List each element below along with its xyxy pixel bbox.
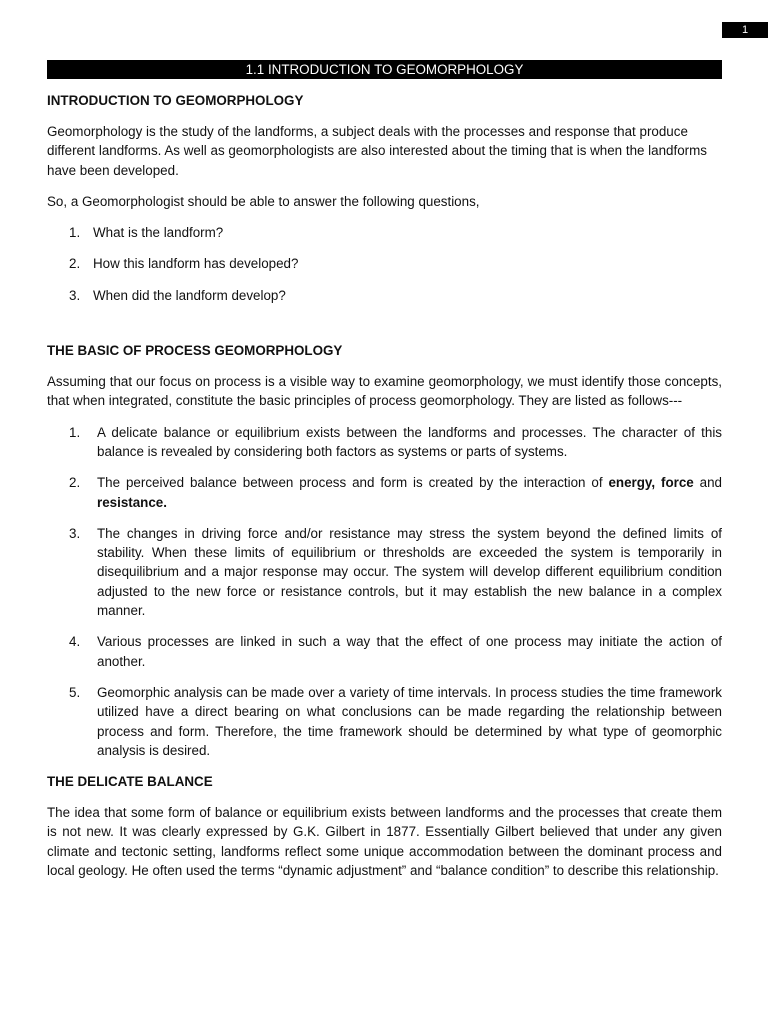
process-intro-paragraph: Assuming that our focus on process is a visible way to examine geomorphology, we must identify those concepts, that when integrated, constitute the basic principles of process geomorphology. They are listed as follows--- — [47, 374, 722, 409]
bold-term: energy, force — [608, 475, 694, 491]
list-item — [47, 473, 722, 512]
chapter-banner: 1.1 INTRODUCTION TO GEOMORPHOLOGY — [47, 60, 722, 79]
intro-paragraph: Geomorphology is the study of the landforms, a subject deals with the processes and response that produce different landforms. As well as geomorphologists are also interested about the timing that is when the landforms have been developed. — [47, 124, 707, 178]
list-text: and — [693, 475, 722, 491]
list-item — [47, 524, 722, 620]
list-number: 5. — [69, 684, 81, 700]
list-text: Various processes are linked in such a way that the effect of one process may initiate the action of another. — [97, 634, 722, 669]
page-number: 1 — [722, 22, 768, 38]
list-number: 3. — [69, 525, 81, 541]
list-item — [47, 683, 722, 760]
list-number: 2. — [69, 475, 81, 491]
list-number: 1. — [69, 424, 81, 440]
list-item — [47, 223, 722, 242]
list-text: What is the landform? — [93, 225, 224, 241]
list-item — [47, 632, 722, 671]
section-heading-process: THE BASIC OF PROCESS GEOMORPHOLOGY — [47, 343, 343, 359]
questions-list — [47, 223, 722, 305]
list-number: 3. — [69, 287, 81, 303]
list-item — [47, 254, 722, 273]
section-spacer — [47, 317, 722, 341]
list-number: 2. — [69, 256, 81, 272]
list-text: Geomorphic analysis can be made over a variety of time intervals. In process studies the time framework utilized have a direct bearing on what conclusions can be made regarding the relationship between process and form. Therefore, the time framework should be determined by what type of geomorphic analysis is desired. — [97, 684, 722, 758]
principles-list — [47, 423, 722, 760]
list-item — [47, 423, 722, 462]
section-heading-delicate-balance: THE DELICATE BALANCE — [47, 774, 213, 790]
section-heading-introduction: INTRODUCTION TO GEOMORPHOLOGY — [47, 93, 304, 108]
list-text: A delicate balance or equilibrium exists between the landforms and processes. The character of this balance is revealed by considering both factors as systems or parts of systems. — [97, 424, 722, 459]
list-text: How this landform has developed? — [93, 256, 299, 272]
list-text: When did the landform develop? — [93, 287, 286, 303]
questions-lead: So, a Geomorphologist should be able to answer the following questions, — [47, 193, 480, 209]
delicate-balance-paragraph: The idea that some form of balance or equilibrium exists between landforms and the processes that create them is not new. It was clearly expressed by G.K. Gilbert in 1877. Essentially Gilbert believed that under any given climate and tectonic setting, landforms reflect some unique accommodation between the dominant process and local geology. He often used the terms “dynamic adjustment” and “balance condition” to describe this relationship. — [47, 805, 722, 879]
document-body — [47, 60, 722, 892]
list-number: 4. — [69, 634, 81, 650]
list-item — [47, 286, 722, 305]
bold-term: resistance. — [97, 494, 167, 510]
list-number: 1. — [69, 225, 81, 241]
list-text: The perceived balance between process and form is created by the interaction of — [97, 475, 609, 491]
list-text: The changes in driving force and/or resistance may stress the system beyond the defined limits of stability. When these limits of equilibrium or thresholds are exceeded the system is temporarily in disequilibrium and a major response may occur. The system will develop different equilibrium condition adjusted to the new force or resistance controls, but it may establish the new balance in a complex manner. — [97, 525, 722, 619]
